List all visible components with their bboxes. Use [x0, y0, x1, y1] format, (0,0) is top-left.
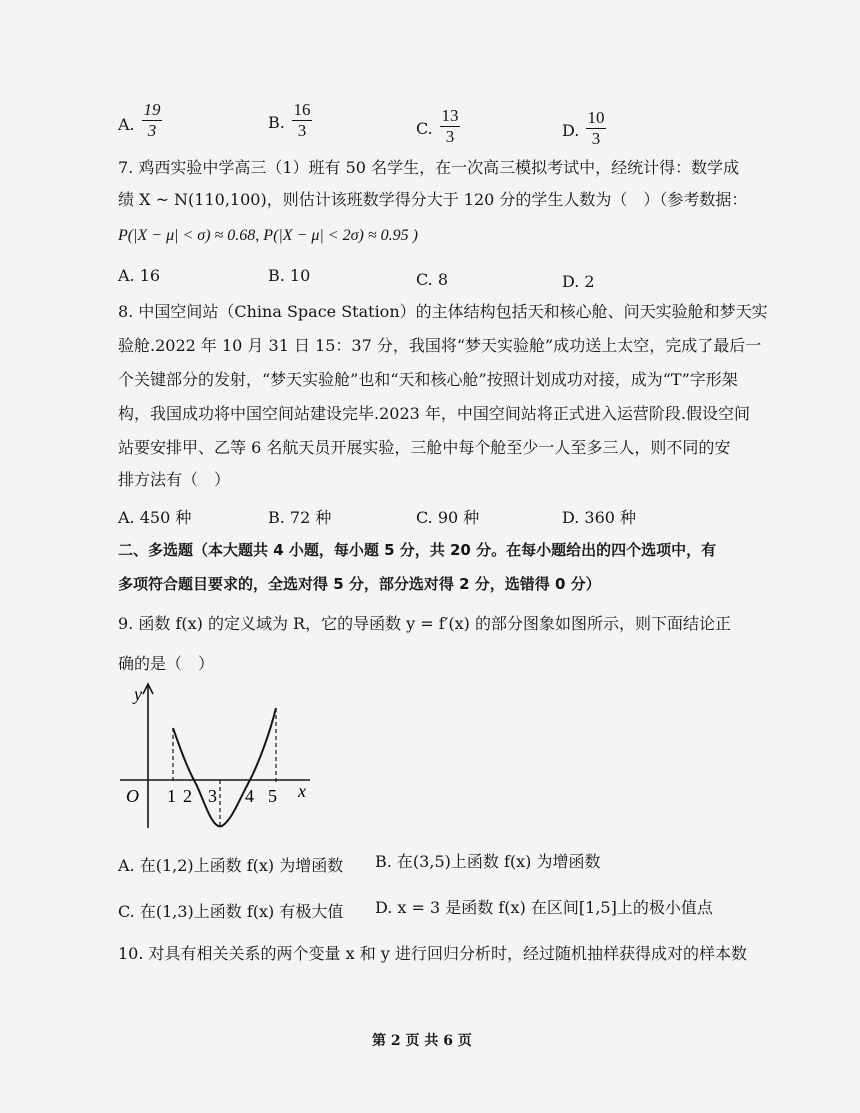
q7-option-c: C. 8 — [416, 270, 449, 289]
derivative-curve — [173, 708, 276, 826]
graph-tick-2: 2 — [183, 786, 192, 806]
q10-line-1: 10. 对具有相关关系的两个变量 x 和 y 进行回归分析时，经过随机抽样获得成对的样本数 — [118, 944, 747, 963]
q8-line-3: 个关键部分的发射，“梦天实验舱”也和“天和核心舱”按照计划成功对接，成为“T”字形架 — [118, 370, 738, 389]
q6-option-a-fraction: 19 3 — [143, 100, 161, 140]
graph-tick-4: 4 — [245, 786, 254, 806]
q8-line-6: 排方法有（ ） — [118, 470, 231, 489]
q7-line-1: 7. 鸡西实验中学高三（1）班有 50 名学生，在一次高三模拟考试中，经统计得：数学成 — [118, 158, 740, 177]
q8-option-a: A. 450 种 — [118, 508, 192, 527]
q9-option-d: D. x = 3 是函数 f(x) 在区间[1,5]上的极小值点 — [375, 898, 713, 917]
q8-option-c: C. 90 种 — [416, 508, 480, 527]
q8-option-d: D. 360 种 — [562, 508, 637, 527]
graph-tick-5: 5 — [268, 786, 277, 806]
q8-line-1: 8. 中国空间站（China Space Station）的主体结构包括天和核心舱、问天实验舱和梦天实 — [118, 302, 768, 321]
q6-option-c-letter: C. — [416, 119, 433, 138]
q6-option-d-letter: D. — [562, 121, 580, 140]
q6-option-d-fraction: 10 3 — [587, 108, 605, 148]
section-2-heading-line-1: 二、多选题（本大题共 4 小题，每小题 5 分，共 20 分。在每小题给出的四个选项中，有 — [118, 541, 717, 559]
graph-origin-label: O — [126, 786, 139, 806]
q7-option-b: B. 10 — [268, 266, 311, 285]
q9-option-a: A. 在(1,2)上函数 f(x) 为增函数 — [118, 856, 344, 875]
page-footer: 第 2 页 共 6 页 — [372, 1033, 472, 1049]
q7-option-d: D. 2 — [562, 272, 595, 291]
graph-y-label: y — [134, 684, 142, 704]
q6-option-c-fraction: 13 3 — [441, 106, 459, 146]
q6-option-b-letter: B. — [268, 113, 285, 132]
q8-option-b: B. 72 种 — [268, 508, 332, 527]
q7-line-2: 绩 X ~ N(110,100)，则估计该班数学得分大于 120 分的学生人数为（ ）（参考数据： — [118, 190, 748, 209]
graph-tick-3: 3 — [208, 786, 217, 806]
q9-derivative-graph — [110, 680, 320, 830]
q9-option-c: C. 在(1,3)上函数 f(x) 有极大值 — [118, 902, 344, 921]
q7-line-3: P(|X − μ| < σ) ≈ 0.68, P(|X − μ| < 2σ) ≈ 0.95 ) — [118, 227, 418, 244]
section-2-heading-line-2: 多项符合题目要求的，全选对得 5 分，部分选对得 2 分，选错得 0 分） — [118, 575, 601, 593]
graph-tick-1: 1 — [167, 786, 176, 806]
q9-option-b: B. 在(3,5)上函数 f(x) 为增函数 — [375, 852, 601, 871]
q8-line-4: 构，我国成功将中国空间站建设完毕.2023 年，中国空间站将正式进入运营阶段.假设空间 — [118, 404, 750, 423]
q8-line-5: 站要安排甲、乙等 6 名航天员开展实验，三舱中每个舱至少一人至多三人，则不同的安 — [118, 438, 731, 457]
q7-option-a: A. 16 — [118, 266, 161, 285]
graph-x-label: x — [298, 781, 306, 801]
q9-line-1: 9. 函数 f(x) 的定义域为 R，它的导函数 y = f′(x) 的部分图象如图所示，则下面结论正 — [118, 614, 731, 633]
q8-line-2: 验舱.2022 年 10 月 31 日 15：37 分，我国将“梦天实验舱”成功送上太空，完成了最后一 — [118, 336, 762, 355]
q9-line-2: 确的是（ ） — [118, 654, 215, 673]
q6-option-b-fraction: 16 3 — [293, 100, 311, 140]
q6-option-a-letter: A. — [118, 115, 135, 134]
